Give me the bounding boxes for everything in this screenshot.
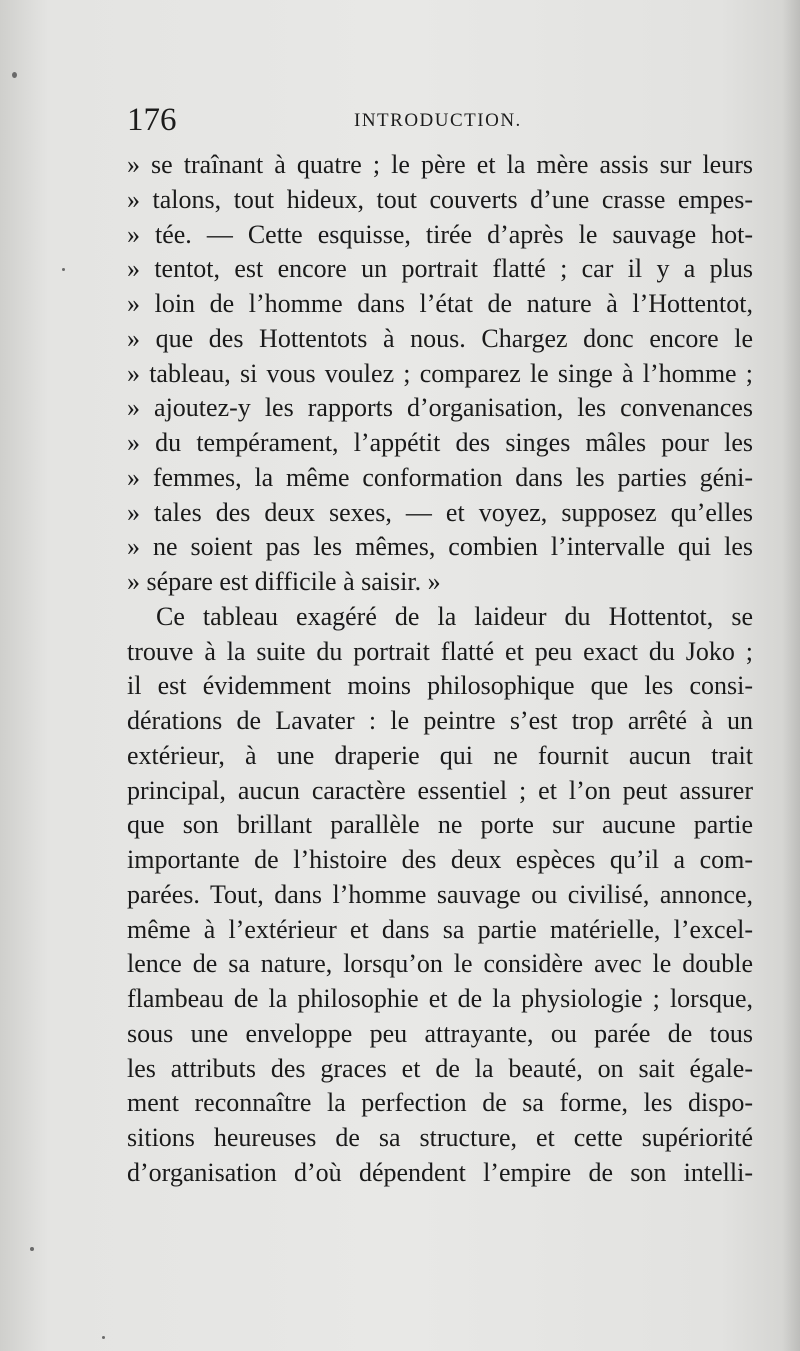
- text-line-paragraph-start: Ce tableau exagéré de la laideur du Hottentot, se: [156, 601, 753, 631]
- text-line: » tableau, si vous voulez ; comparez le singe à l’homme ;: [127, 358, 753, 388]
- paper-speck: [30, 1247, 34, 1251]
- text-line: parées. Tout, dans l’homme sauvage ou civilisé, annonce,: [127, 879, 753, 909]
- text-line: » femmes, la même conformation dans les parties géni-: [127, 462, 753, 492]
- paper-speck: [62, 268, 65, 271]
- text-line: » ajoutez-y les rapports d’organisation, les convenances: [127, 393, 753, 423]
- text-line: » talons, tout hideux, tout couverts d’une crasse empes-: [127, 184, 753, 214]
- text-line: » que des Hottentots à nous. Chargez donc encore le: [127, 323, 753, 353]
- text-line: même à l’extérieur et dans sa partie matérielle, l’excel-: [127, 914, 753, 944]
- page-number: 176: [127, 102, 177, 138]
- text-line: » loin de l’homme dans l’état de nature à l’Hottentot,: [127, 289, 753, 318]
- text-line: » ne soient pas les mêmes, combien l’intervalle qui les: [127, 532, 753, 562]
- text-line: sous une enveloppe peu attrayante, ou parée de tous: [127, 1018, 753, 1048]
- text-line: principal, aucun caractère essentiel ; et l’on peut assurer: [127, 775, 753, 805]
- text-line: » tentot, est encore un portrait flatté ; car il y a plus: [127, 254, 753, 284]
- text-line: dérations de Lavater : le peintre s’est trop arrêté à un: [127, 706, 753, 735]
- text-line: » se traînant à quatre ; le père et la mère assis sur leurs: [127, 150, 753, 179]
- text-line: d’organisation d’où dépendent l’empire de son intelli-: [127, 1157, 753, 1187]
- text-line: lence de sa nature, lorsqu’on le considère avec le double: [127, 949, 753, 979]
- text-line: trouve à la suite du portrait flatté et peu exact du Joko ;: [127, 636, 753, 666]
- paper-speck: [102, 1336, 105, 1339]
- text-line: sitions heureuses de sa structure, et cette supériorité: [127, 1123, 753, 1152]
- text-line: » tée. — Cette esquisse, tirée d’après le sauvage hot-: [127, 219, 753, 249]
- body-text: [127, 148, 753, 1191]
- running-head: INTRODUCTION.: [354, 110, 522, 131]
- text-line: que son brillant parallèle ne porte sur aucune partie: [127, 810, 753, 840]
- text-line-paragraph-end: » sépare est difficile à saisir. »: [127, 567, 441, 596]
- text-line: les attributs des graces et de la beauté, on sait égale-: [127, 1053, 753, 1083]
- text-line: flambeau de la philosophie et de la physiologie ; lorsque,: [127, 984, 753, 1013]
- text-line: extérieur, à une draperie qui ne fournit aucun trait: [127, 740, 753, 770]
- text-line: » tales des deux sexes, — et voyez, supposez qu’elles: [127, 497, 753, 527]
- text-line: » du tempérament, l’appétit des singes mâles pour les: [127, 428, 753, 457]
- text-line: ment reconnaître la perfection de sa forme, les dispo-: [127, 1088, 753, 1118]
- page-header: [127, 100, 753, 140]
- text-line: il est évidemment moins philosophique que les consi-: [127, 671, 753, 701]
- text-line: importante de l’histoire des deux espèces qu’il a com-: [127, 845, 753, 874]
- paper-speck: [12, 72, 17, 78]
- page-edge-shadow: [782, 0, 800, 1351]
